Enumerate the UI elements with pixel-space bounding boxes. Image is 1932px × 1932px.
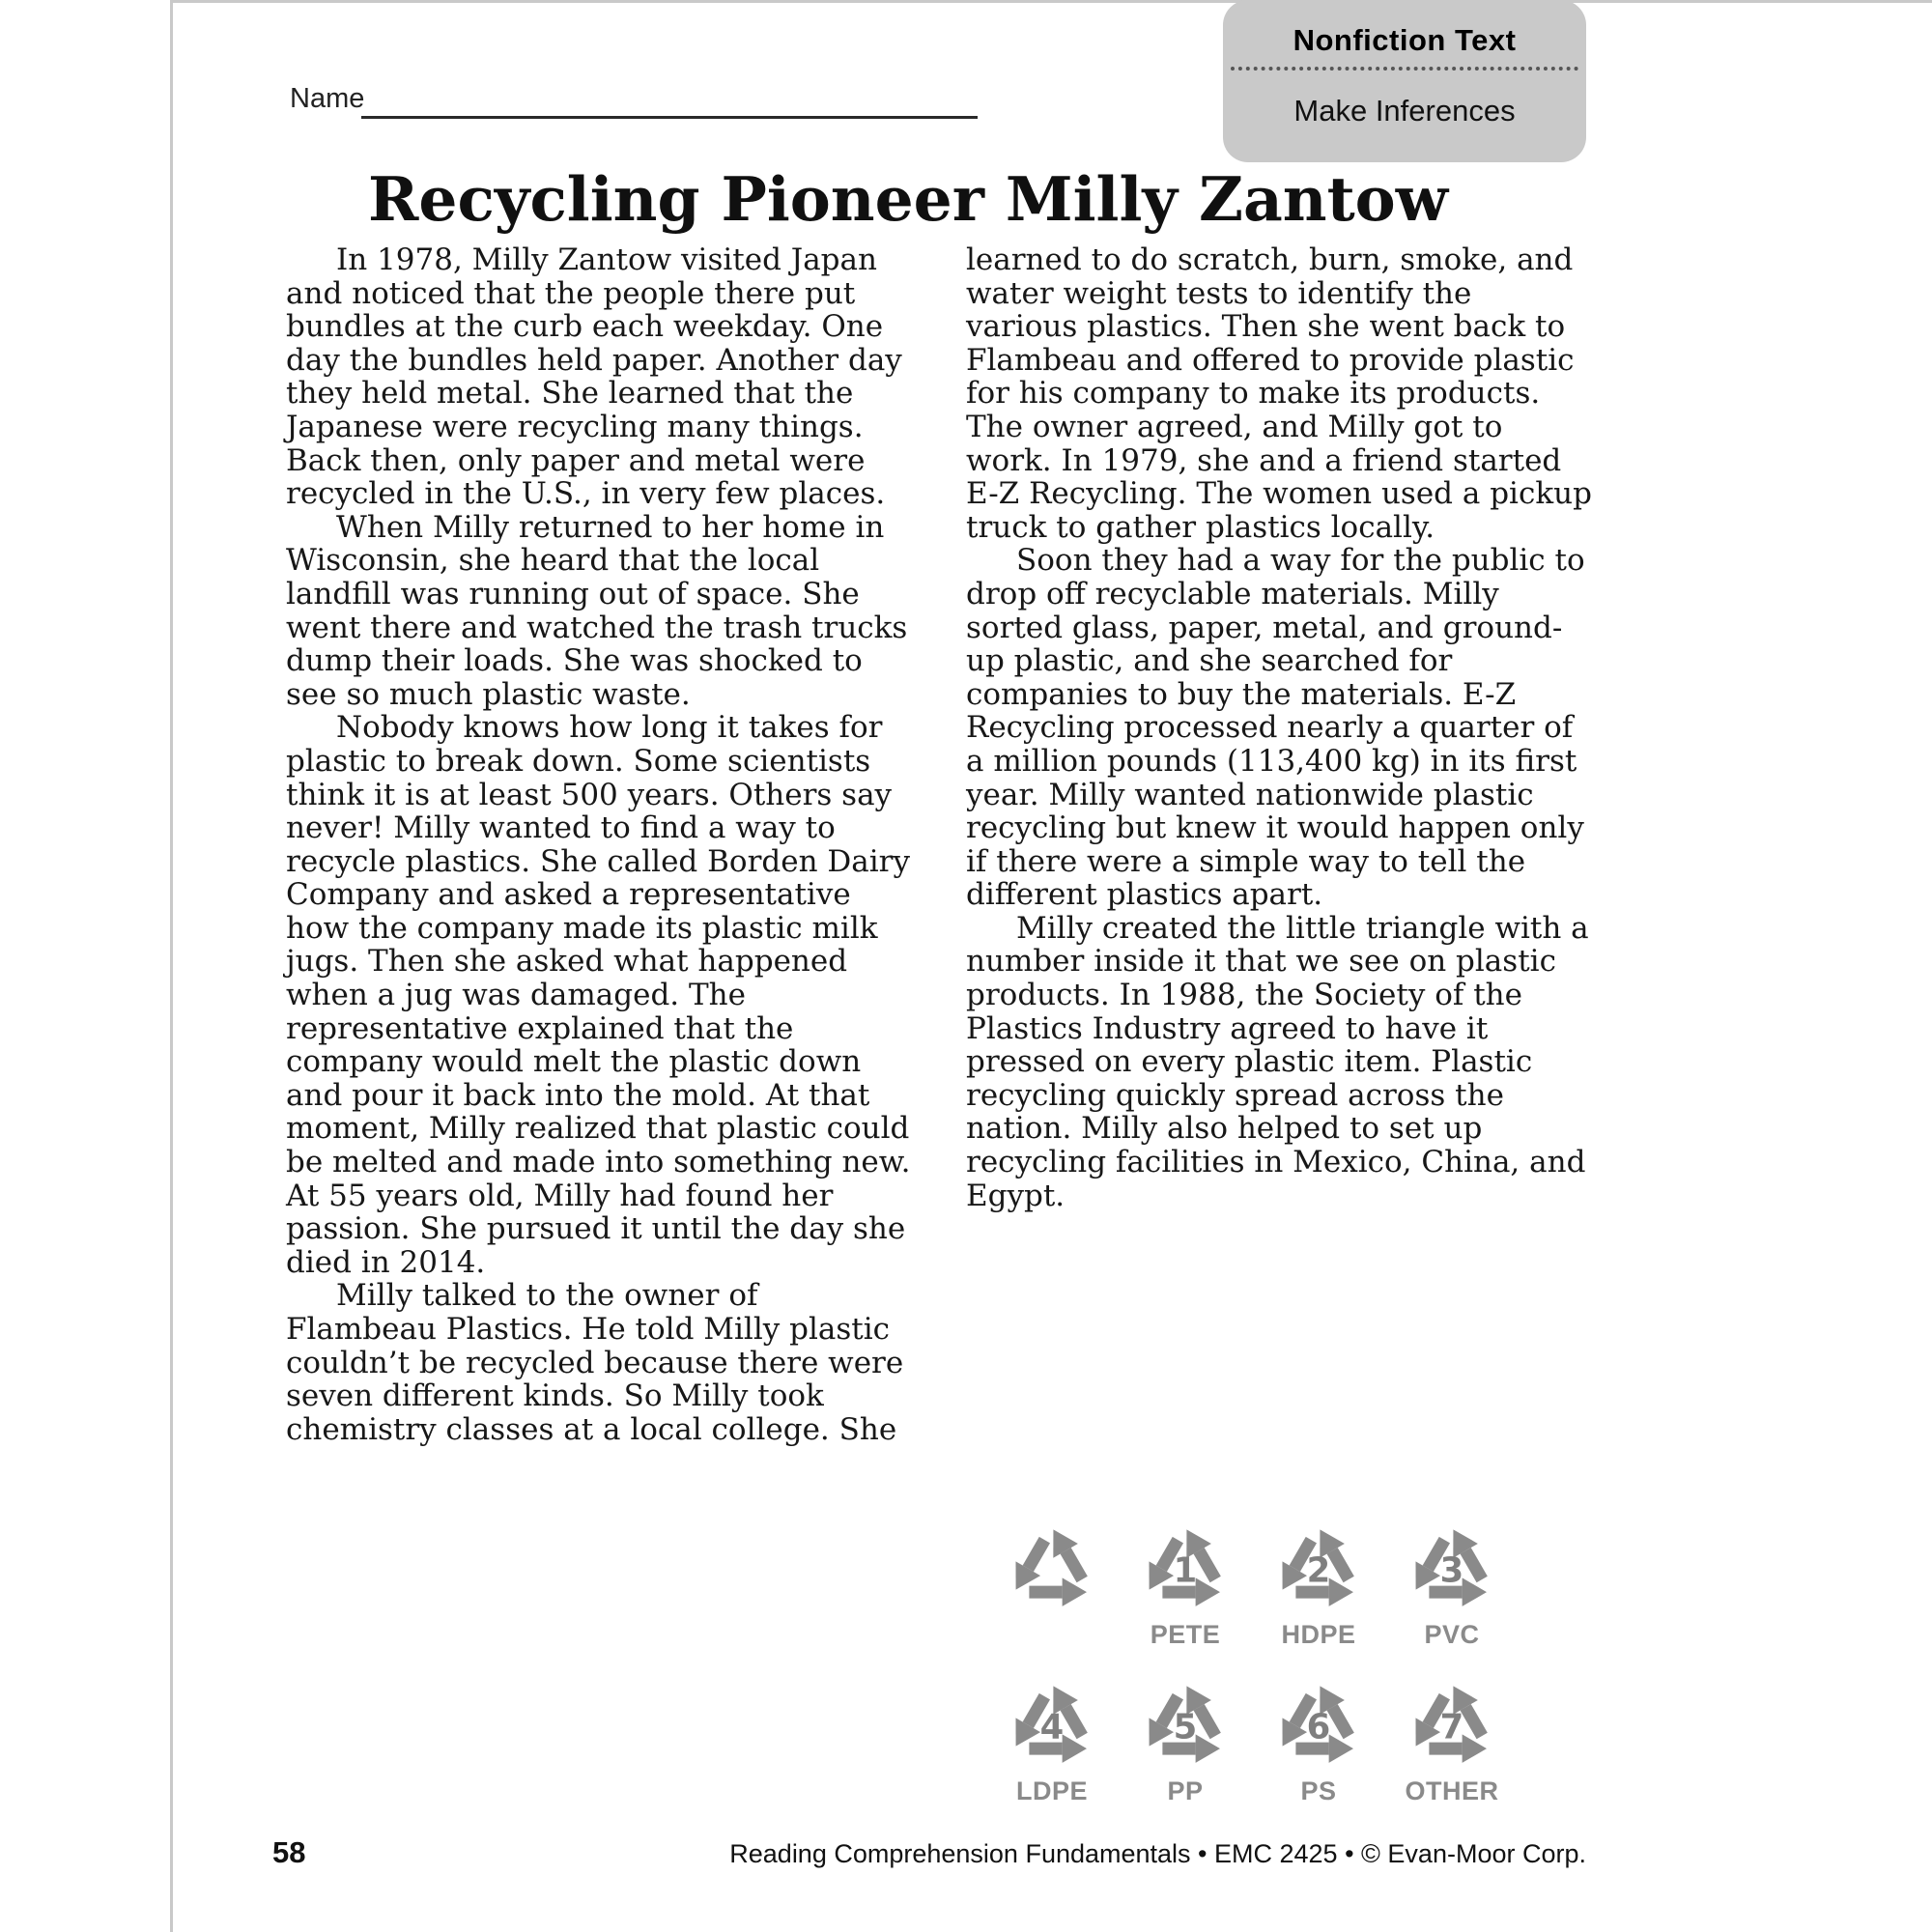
svg-text:5: 5 bbox=[1173, 1707, 1198, 1747]
svg-text:1: 1 bbox=[1173, 1550, 1198, 1591]
recycling-symbol-5-pp bbox=[1119, 1665, 1252, 1806]
recycling-symbol-label: PS bbox=[1300, 1776, 1337, 1805]
recycling-symbol-label: LDPE bbox=[1015, 1776, 1088, 1805]
footer-credits: Reading Comprehension Fundamentals • EMC 2425 • © Evan-Moor Corp. bbox=[729, 1839, 1586, 1868]
recycling-symbol-2-hdpe bbox=[1252, 1509, 1385, 1650]
recycling-symbol-label: PETE bbox=[1150, 1620, 1221, 1649]
badge-skill-label: Make Inferences bbox=[1293, 94, 1516, 128]
svg-text:6: 6 bbox=[1306, 1707, 1331, 1747]
recycling-arrows-icon bbox=[1262, 1665, 1376, 1779]
badge-category-label: Nonfiction Text bbox=[1293, 23, 1517, 57]
text-column-right bbox=[966, 243, 1592, 1212]
name-blank-line bbox=[361, 83, 978, 119]
recycling-symbol-label: PP bbox=[1167, 1776, 1204, 1805]
recycling-symbols-grid bbox=[985, 1509, 1519, 1806]
recycling-arrows-icon bbox=[1395, 1665, 1509, 1779]
article-paragraph: learned to do scratch, burn, smoke, and water weight tests to identify the various plastics. Then she went back to Flambeau and offered to provide plastic for his company to make its products. The owner agreed, and Milly got to work. In 1979, she and a friend started E-Z Recycling. The women used a pickup truck to gather plastics locally. bbox=[966, 242, 1592, 545]
recycling-symbol-label: HDPE bbox=[1281, 1620, 1356, 1649]
recycling-symbol-4-ldpe bbox=[985, 1665, 1119, 1806]
recycling-symbol-3-pvc bbox=[1385, 1509, 1519, 1650]
recycling-arrows-icon bbox=[995, 1665, 1109, 1779]
article-paragraph: In 1978, Milly Zantow visited Japan and noticed that the people there put bundles at the curb each weekday. One day the bundles held paper. Another day they held metal. She learned that the Japanese were recycling many things. Back then, only paper and metal were recycled in the U.S., in very few places. bbox=[286, 242, 902, 512]
recycling-arrows-icon bbox=[1395, 1509, 1509, 1623]
page-title: Recycling Pioneer Milly Zantow bbox=[368, 163, 1448, 235]
page-edge-left bbox=[170, 0, 173, 1932]
recycling-symbol-plain bbox=[985, 1509, 1119, 1650]
svg-text:4: 4 bbox=[1039, 1707, 1065, 1747]
recycling-arrows-icon bbox=[1128, 1509, 1242, 1623]
article-paragraph: Nobody knows how long it takes for plastic to break down. Some scientists think it is at least 500 years. Others say never! Milly wanted to find a way to recycle plastics. She called Borden Dairy Company and asked a representative how the company made its plastic milk jugs. Then she asked what happened when a jug was damaged. The representative explained that the company would melt the plastic down and pour it back into the mold. At that moment, Milly realized that plastic could be melted and made into something new. At 55 years old, Milly had found her passion. She pursued it until the day she died in 2014. bbox=[286, 710, 911, 1280]
recycling-symbol-6-ps bbox=[1252, 1665, 1385, 1806]
svg-text:7: 7 bbox=[1439, 1707, 1464, 1747]
page-edge-top bbox=[170, 0, 1932, 3]
recycling-arrows-icon bbox=[1128, 1665, 1242, 1779]
recycling-symbol-1-pete bbox=[1119, 1509, 1252, 1650]
page-number: 58 bbox=[272, 1835, 306, 1869]
svg-text:2: 2 bbox=[1306, 1550, 1331, 1591]
recycling-arrows-icon bbox=[995, 1509, 1109, 1623]
article-paragraph: When Milly returned to her home in Wisconsin, she heard that the local landfill was running out of space. She went there and watched the trash trucks dump their loads. She was shocked to see so much plastic waste. bbox=[286, 509, 908, 712]
name-label: Name bbox=[290, 83, 365, 114]
article-paragraph: Milly created the little triangle with a number inside it that we see on plastic products. In 1988, the Society of the Plastics Industry agreed to have it pressed on every plastic item. Plastic recycling quickly spread across the nation. Milly also helped to set up recycling facilities in Mexico, China, and Egypt. bbox=[966, 910, 1589, 1213]
recycling-symbol-label: OTHER bbox=[1405, 1776, 1499, 1805]
recycling-arrows-icon bbox=[1262, 1509, 1376, 1623]
recycling-symbol-label: PVC bbox=[1424, 1620, 1480, 1649]
article-paragraph: Soon they had a way for the public to drop off recyclable materials. Milly sorted glass, paper, metal, and ground-up plastic, and she searched for companies to buy the materials. E-Z Recycling processed nearly a quarter of a million pounds (113,400 kg) in its first year. Milly wanted nationwide plastic recycling but knew it would happen only if there were a simple way to tell the different plastics apart. bbox=[966, 543, 1585, 913]
skill-badge bbox=[1223, 0, 1586, 162]
text-column-left bbox=[286, 243, 912, 1446]
article-paragraph: Milly talked to the owner of Flambeau Plastics. He told Milly plastic couldn’t be recycled because there were seven different kinds. So Milly took chemistry classes at a local college. She bbox=[286, 1278, 904, 1447]
badge-dotted-rule bbox=[1231, 67, 1578, 71]
svg-text:3: 3 bbox=[1439, 1550, 1464, 1591]
recycling-symbol-7-other bbox=[1385, 1665, 1519, 1806]
